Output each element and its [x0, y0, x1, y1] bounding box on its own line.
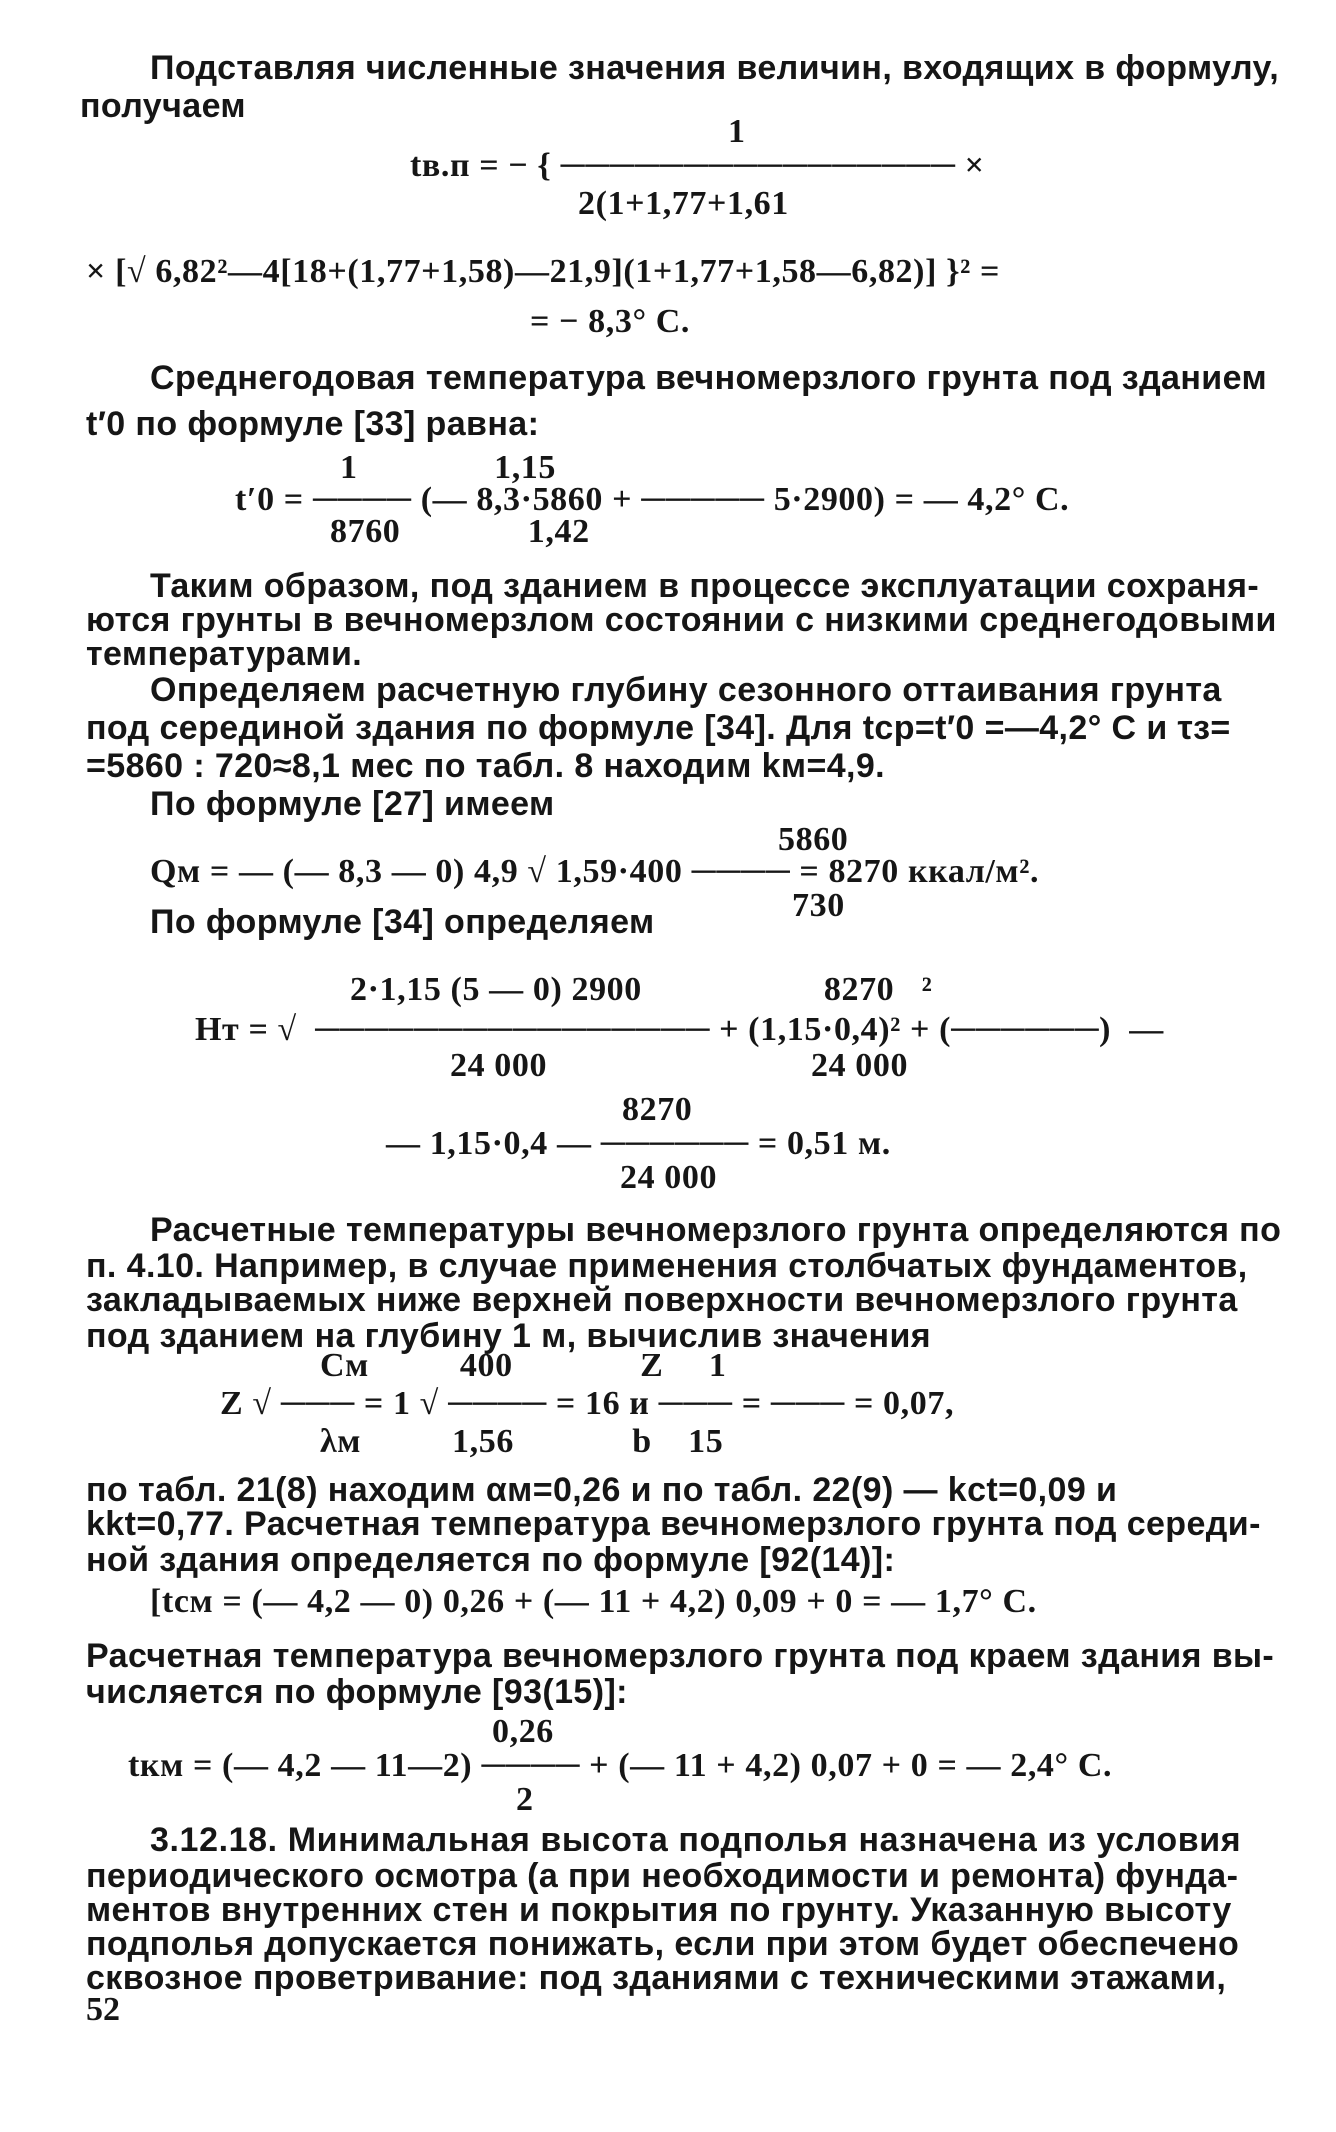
formula-line: tв.п = − { ──────────────── ×	[410, 147, 985, 184]
text-line: ной здания определяется по формуле [92(14)]:	[86, 1541, 896, 1579]
formula-line: t′0 = ──── (— 8,3·5860 + ───── 5·2900) = — 4,2° С.	[235, 481, 1070, 518]
text-line: ются грунты в вечномерзлом состоянии с низкими среднегодовыми	[86, 601, 1277, 639]
formula-line: 0,26	[492, 1713, 554, 1750]
formula-line: [tсм = (— 4,2 — 0) 0,26 + (— 11 + 4,2) 0,09 + 0 = — 1,7° С.	[150, 1583, 1037, 1620]
formula-line: 8270	[622, 1091, 693, 1128]
text-line: сквозное проветривание: под зданиями с техническими этажами,	[86, 1959, 1227, 1997]
page-number: 52	[86, 1991, 120, 2028]
text-line: числяется по формуле [93(15)]:	[86, 1673, 628, 1711]
text-line: периодического осмотра (а при необходимости и ремонта) фунда-	[86, 1857, 1239, 1895]
formula-line: = − 8,3° С.	[530, 303, 690, 340]
formula-line: λм 1,56 b 15	[320, 1423, 724, 1460]
formula-line: 2(1+1,77+1,61	[578, 185, 789, 222]
formula-line: × [√ 6,82²—4[18+(1,77+1,58)—21,9](1+1,77+1,58—6,82)] }² =	[86, 253, 1000, 290]
section-paragraph-line: 3.12.18. Минимальная высота подполья назначена из условия	[150, 1821, 1242, 1859]
text-line: Среднегодовая температура вечномерзлого грунта под зданием	[150, 359, 1268, 397]
text-line: Расчетная температура вечномерзлого грунта под краем здания вы-	[86, 1637, 1275, 1675]
text-line: по табл. 21(8) находим αм=0,26 и по табл. 22(9) — kct=0,09 и	[86, 1471, 1118, 1509]
formula-line: 1	[728, 113, 746, 150]
text-line: под серединой здания по формуле [34]. Для tср=t′0 =—4,2° С и τз=	[86, 709, 1231, 747]
text-line: Расчетные температуры вечномерзлого грунта определяются по	[150, 1211, 1282, 1249]
text-line: По формуле [27] имеем	[150, 785, 555, 823]
text-line: п. 4.10. Например, в случае применения столбчатых фундаментов,	[86, 1247, 1248, 1285]
formula-line: — 1,15·0,4 — ────── = 0,51 м.	[386, 1125, 891, 1162]
formula-line: Hт = √ ──────────────── + (1,15·0,4)² + (──────) —	[195, 1011, 1164, 1048]
formula-line: 730	[792, 887, 845, 924]
text-line: По формуле [34] определяем	[150, 903, 655, 941]
formula-line: 24 000	[620, 1159, 718, 1196]
formula-line: Qм = — (— 8,3 — 0) 4,9 √ 1,59·400 ──── = 8270 ккал/м².	[150, 853, 1040, 890]
text-line: Определяем расчетную глубину сезонного оттаивания грунта	[150, 671, 1222, 709]
text-line: kkt=0,77. Расчетная температура вечномерзлого грунта под середи-	[86, 1505, 1261, 1543]
text-line: температурами.	[86, 635, 363, 673]
formula-line: 5860	[778, 821, 849, 858]
text-line: =5860 : 720≈8,1 мес по табл. 8 находим kм=4,9.	[86, 747, 886, 785]
text-line: получаем	[80, 87, 246, 125]
formula-line: Z √ ─── = 1 √ ──── = 16 и ─── = ─── = 0,07,	[220, 1385, 955, 1422]
text-line: t′0 по формуле [33] равна:	[86, 405, 540, 443]
formula-line: 1 1,15	[340, 449, 556, 486]
formula-line: tкм = (— 4,2 — 11—2) ──── + (— 11 + 4,2) 0,07 + 0 = — 2,4° С.	[128, 1747, 1113, 1784]
formula-line: 2·1,15 (5 — 0) 2900 8270 ²	[350, 971, 933, 1008]
text-line: Таким образом, под зданием в процессе эксплуатации сохраня-	[150, 567, 1260, 605]
formula-line: 8760 1,42	[330, 513, 590, 550]
text-line: закладываемых ниже верхней поверхности вечномерзлого грунта	[86, 1281, 1238, 1319]
text-line: ментов внутренних стен и покрытия по грунту. Указанную высоту	[86, 1891, 1232, 1929]
formula-line: 2	[516, 1781, 534, 1818]
formula-line: Cм 400 Z 1	[320, 1347, 727, 1384]
formula-line: 24 000 24 000	[450, 1047, 909, 1084]
text-line: подполья допускается понижать, если при этом будет обеспечено	[86, 1925, 1240, 1963]
text-line: под зданием на глубину 1 м, вычислив значения	[86, 1317, 931, 1355]
text-line: Подставляя численные значения величин, входящих в формулу,	[150, 49, 1280, 87]
